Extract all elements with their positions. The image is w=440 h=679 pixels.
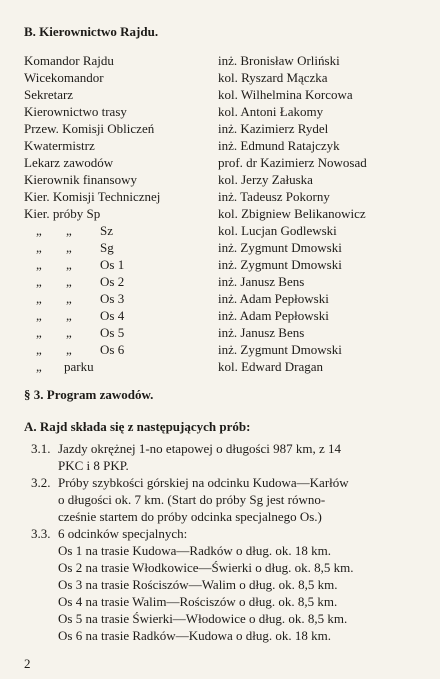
item-number: 3.1. (31, 441, 51, 456)
sub-staff-row (0, 359, 440, 376)
staff-person: inż. Zygmunt Dmowski (218, 240, 342, 255)
staff-person: inż. Bronisław Orliński (218, 53, 340, 68)
staff-role: Kier. Komisji Technicznej (24, 189, 161, 204)
os-line: Os 1 na trasie Kudowa—Radków o dług. ok. 18 km. (58, 543, 331, 558)
staff-person: kol. Ryszard Mączka (218, 70, 328, 85)
staff-person: inż. Janusz Bens (218, 274, 305, 289)
item-number: 3.2. (31, 475, 51, 490)
staff-row (0, 53, 440, 70)
staff-person: inż. Janusz Bens (218, 325, 305, 340)
item-text-line: o długości ok. 7 km. (Start do próby Sg jest równo- (58, 492, 326, 507)
sub-staff-row (0, 308, 440, 325)
item-text-line: 6 odcinków specjalnych: (58, 526, 188, 541)
sub-role: Os 2 (100, 274, 125, 289)
staff-row (0, 172, 440, 189)
ditto-mark: „ (36, 240, 42, 255)
ditto-mark: „ (36, 342, 42, 357)
staff-role: Sekretarz (24, 87, 74, 102)
ditto-mark: „ (36, 223, 42, 238)
os-line: Os 2 na trasie Włodkowice—Świerki o dług. ok. 8,5 km. (58, 560, 354, 575)
ditto-mark: „ (66, 291, 72, 306)
staff-role: Wicekomandor (24, 70, 104, 85)
sub-role: Sz (100, 223, 113, 238)
staff-row (0, 155, 440, 172)
sub-role: Os 6 (100, 342, 125, 357)
ditto-mark: „ (36, 291, 42, 306)
staff-row (0, 138, 440, 155)
sub-role: Os 3 (100, 291, 125, 306)
item-text-line: Próby szybkości górskiej na odcinku Kudowa—Karłów (58, 475, 349, 490)
sub-role: parku (64, 359, 94, 374)
staff-row (0, 104, 440, 121)
os-line: Os 4 na trasie Walim—Rościszów o dług. ok. 8,5 km. (58, 594, 338, 609)
os-line: Os 6 na trasie Radków—Kudowa o dług. ok. 18 km. (58, 628, 331, 643)
staff-person: inż. Adam Pepłowski (218, 308, 329, 323)
sub-staff-row (0, 342, 440, 359)
os-line: Os 5 na trasie Świerki—Włodowice o dług. ok. 8,5 km. (58, 611, 348, 626)
staff-role: Kier. próby Sp (24, 206, 101, 221)
sub-role: Os 1 (100, 257, 125, 272)
section-b-title: B. Kierownictwo Rajdu. (24, 24, 159, 39)
sub-staff-row (0, 325, 440, 342)
ditto-mark: „ (66, 325, 72, 340)
ditto-mark: „ (66, 240, 72, 255)
staff-person: kol. Jerzy Załuska (218, 172, 313, 187)
ditto-mark: „ (66, 342, 72, 357)
sub-staff-row (0, 291, 440, 308)
item-number: 3.3. (31, 526, 51, 541)
section-3-title: § 3. Program zawodów. (24, 387, 154, 402)
sub-role: Os 4 (100, 308, 125, 323)
staff-person: kol. Lucjan Godlewski (218, 223, 337, 238)
ditto-mark: „ (66, 274, 72, 289)
section-a-title: A. Rajd składa się z następujących prób: (24, 419, 251, 434)
staff-person: kol. Antoni Łakomy (218, 104, 324, 119)
item-text-line: Jazdy okrężnej 1-no etapowej o długości 987 km, z 14 (58, 441, 342, 456)
item-text-line: cześnie startem do próby odcinka specjalnego Os.) (58, 509, 322, 524)
staff-row (0, 87, 440, 104)
staff-person: inż. Tadeusz Pokorny (218, 189, 330, 204)
item-text-line: PKC i 8 PKP. (58, 458, 129, 473)
staff-person: kol. Wilhelmina Korcowa (218, 87, 353, 102)
ditto-mark: „ (36, 257, 42, 272)
ditto-mark: „ (66, 308, 72, 323)
staff-role: Komandor Rajdu (24, 53, 114, 68)
staff-row (0, 189, 440, 206)
sub-staff-row (0, 257, 440, 274)
ditto-mark: „ (66, 257, 72, 272)
staff-person: kol. Edward Dragan (218, 359, 324, 374)
staff-person: inż. Adam Pepłowski (218, 291, 329, 306)
staff-role: Kwatermistrz (24, 138, 95, 153)
ditto-mark: „ (36, 325, 42, 340)
staff-person: inż. Kazimierz Rydel (218, 121, 329, 136)
staff-person: inż. Zygmunt Dmowski (218, 342, 342, 357)
staff-role: Kierownictwo trasy (24, 104, 127, 119)
sub-staff-row (0, 223, 440, 240)
ditto-mark: „ (36, 308, 42, 323)
staff-role: Lekarz zawodów (24, 155, 114, 170)
ditto-mark: „ (36, 274, 42, 289)
ditto-mark: „ (36, 359, 42, 374)
staff-person: inż. Zygmunt Dmowski (218, 257, 342, 272)
staff-person: kol. Zbigniew Belikanowicz (218, 206, 366, 221)
staff-row (0, 121, 440, 138)
sub-role: Os 5 (100, 325, 125, 340)
sub-staff-row (0, 240, 440, 257)
staff-role: Kierownik finansowy (24, 172, 138, 187)
sub-role: Sg (100, 240, 114, 255)
sub-staff-row (0, 274, 440, 291)
staff-role: Przew. Komisji Obliczeń (24, 121, 155, 136)
os-line: Os 3 na trasie Rościszów—Walim o dług. ok. 8,5 km. (58, 577, 338, 592)
staff-person: prof. dr Kazimierz Nowosad (218, 155, 367, 170)
staff-row (0, 206, 440, 223)
staff-row (0, 70, 440, 87)
ditto-mark: „ (66, 223, 72, 238)
staff-person: inż. Edmund Ratajczyk (218, 138, 340, 153)
page-number: 2 (24, 656, 31, 671)
